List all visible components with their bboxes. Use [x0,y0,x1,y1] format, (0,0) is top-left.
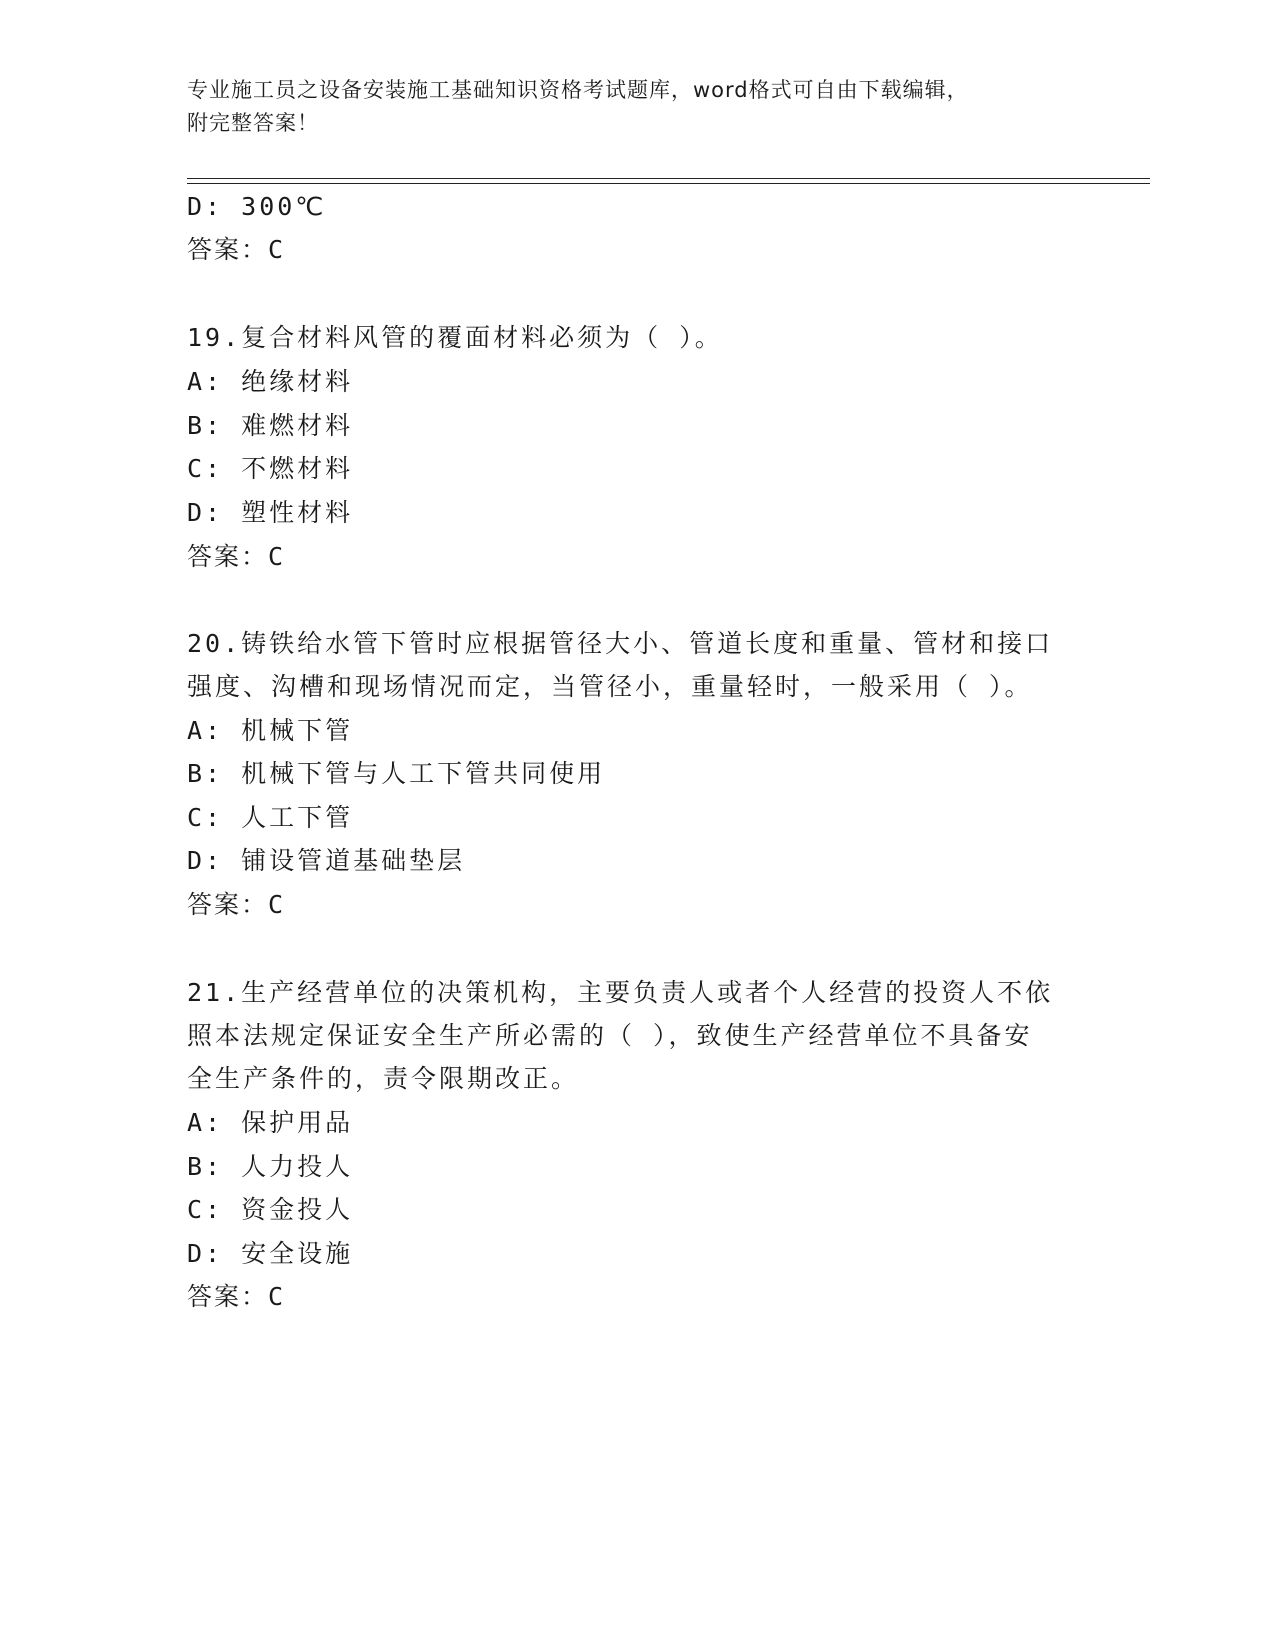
question-19-option-d: D: 塑性材料 [187,498,354,527]
header-line-1: 专业施工员之设备安装施工基础知识资格考试题库，word格式可自由下载编辑， [187,78,969,102]
question-21-stem-line-1: 21.生产经营单位的决策机构，主要负责人或者个人经营的投资人不依 [187,978,1054,1007]
document-header [187,74,1067,140]
question-19-option-a: A: 绝缘材料 [187,367,354,396]
prev-question-option-d: D: 300℃ [187,192,327,221]
question-20-option-b: B: 机械下管与人工下管共同使用 [187,759,606,788]
question-19-option-b: B: 难燃材料 [187,411,354,440]
answer-value: C [268,890,286,919]
answer-label: 答案： [187,235,269,264]
question-21-answer [187,1281,285,1313]
question-20-stem-line-1: 20.铸铁给水管下管时应根据管径大小、管道长度和重量、管材和接口 [187,629,1054,658]
question-19-stem-line-1: 19.复合材料风管的覆面材料必须为（ ）。 [187,323,723,352]
header-divider-top [187,178,1150,179]
answer-label: 答案： [187,1282,269,1311]
question-21-option-c: C: 资金投人 [187,1195,354,1224]
question-19-answer [187,541,285,573]
question-20-answer [187,889,285,921]
question-20-option-d: D: 铺设管道基础垫层 [187,846,466,875]
question-21-option-a: A: 保护用品 [187,1108,354,1137]
question-21-option-b: B: 人力投人 [187,1152,354,1181]
answer-value: C [268,542,286,571]
question-20-option-c: C: 人工下管 [187,803,354,832]
answer-value: C [268,235,286,264]
question-21-stem-line-3: 全生产条件的，责令限期改正。 [187,1064,580,1093]
header-divider-bottom [187,183,1150,184]
question-20-stem-line-2: 强度、沟槽和现场情况而定，当管径小，重量轻时，一般采用（ ）。 [187,672,1033,701]
question-19-option-c: C: 不燃材料 [187,454,354,483]
header-line-2: 附完整答案！ [187,111,319,135]
answer-value: C [268,1282,286,1311]
question-21-option-d: D: 安全设施 [187,1239,354,1268]
prev-question-answer [187,234,285,266]
answer-label: 答案： [187,542,269,571]
question-20-option-a: A: 机械下管 [187,716,354,745]
answer-label: 答案： [187,890,269,919]
question-21-stem-line-2: 照本法规定保证安全生产所必需的（ ），致使生产经营单位不具备安 [187,1021,1033,1050]
